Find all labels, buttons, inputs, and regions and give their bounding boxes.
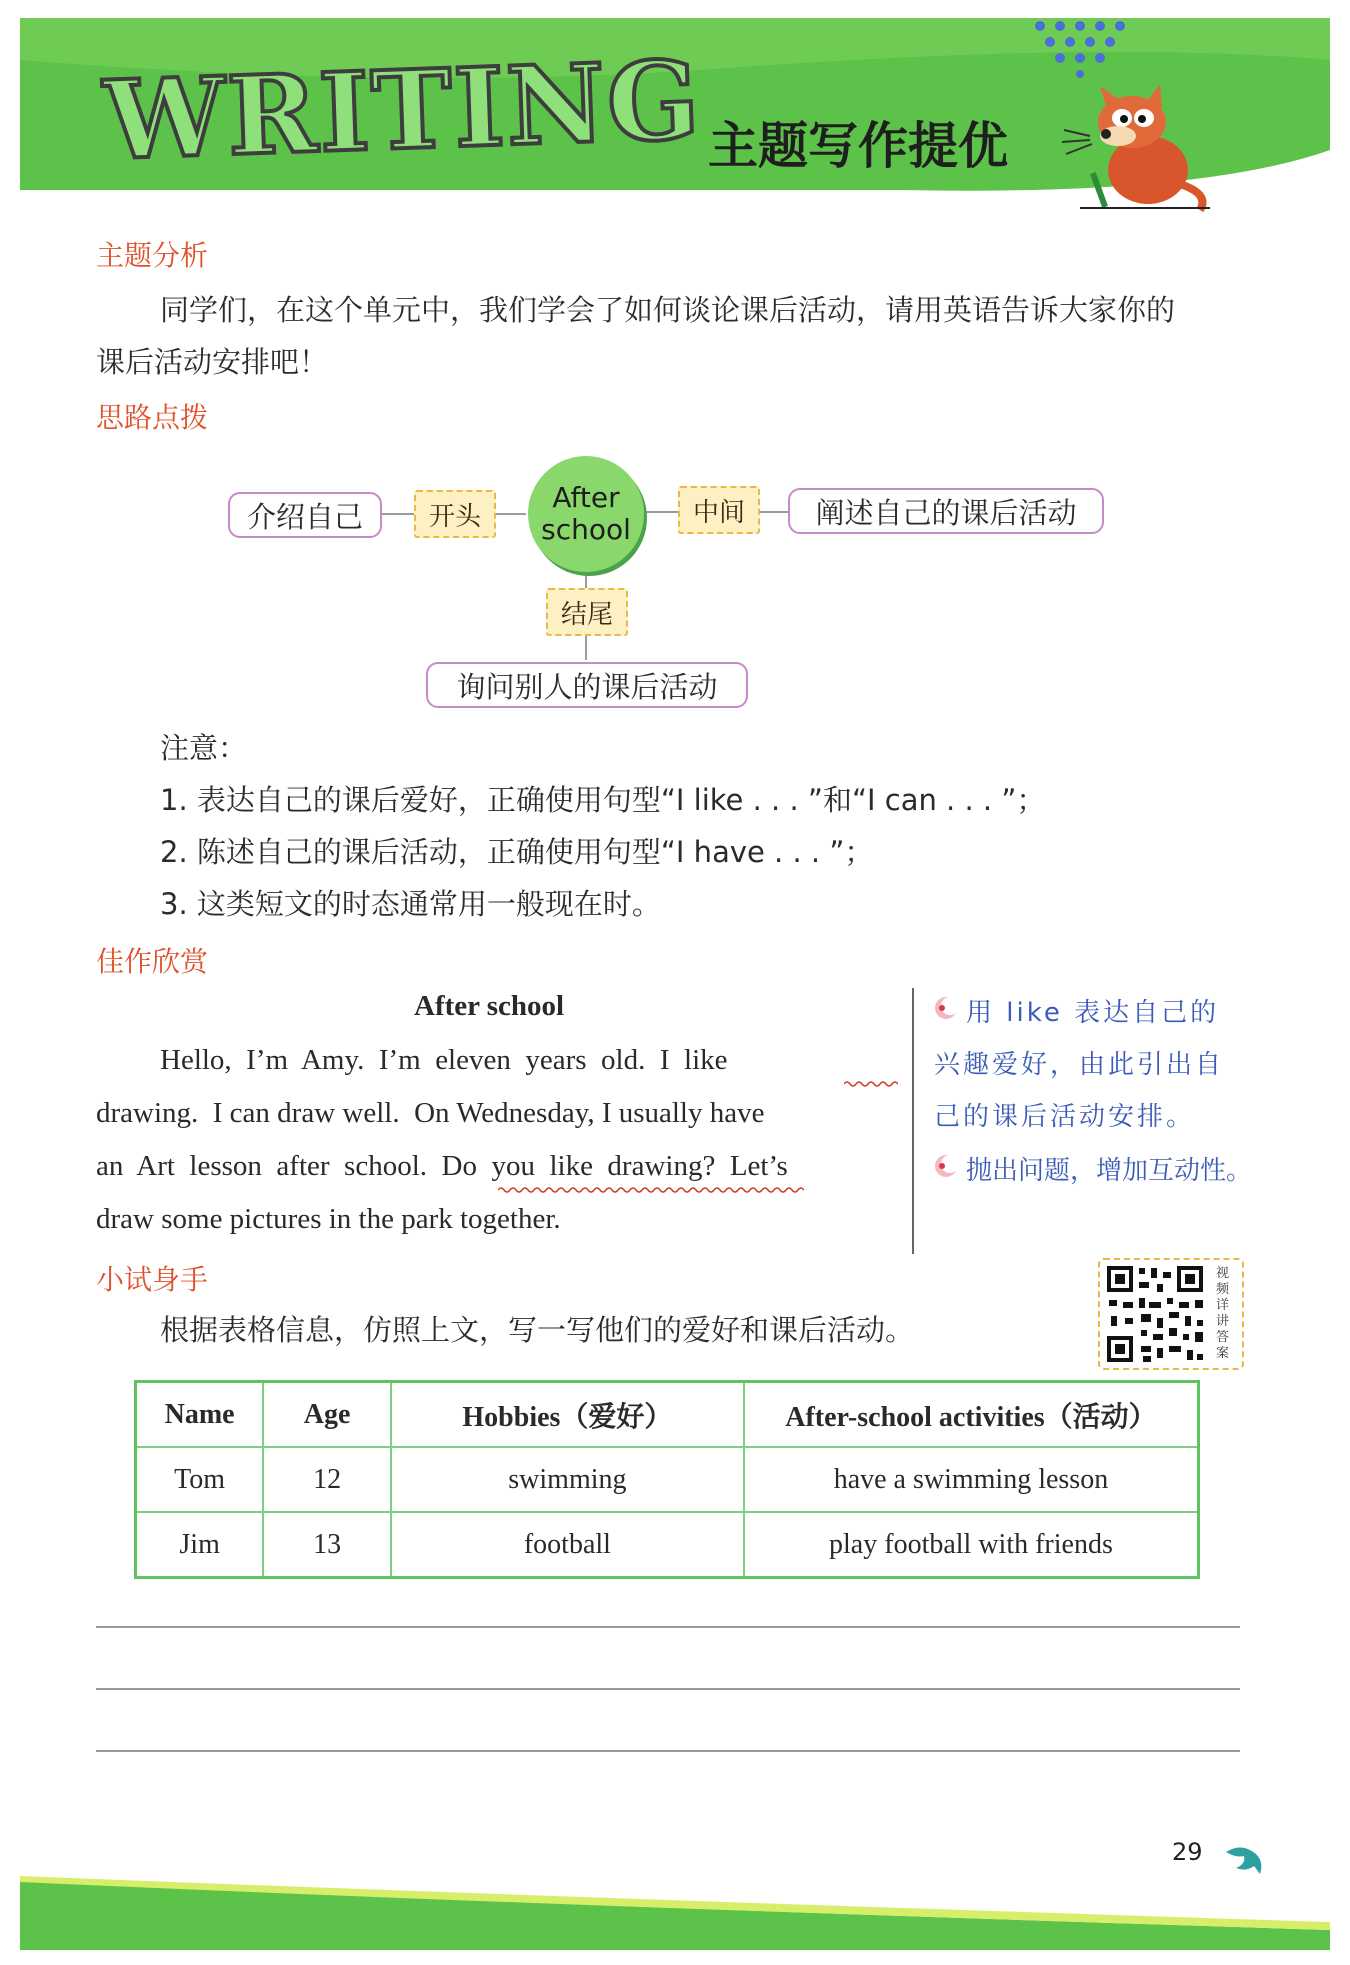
section-title-ideas: 思路点拨: [96, 401, 209, 434]
mindmap-tag-ending: 结尾: [546, 588, 628, 636]
table-row: [136, 1447, 1199, 1512]
practice-instruction: 根据表格信息，仿照上文，写一写他们的爱好和课后活动。: [160, 1313, 915, 1347]
table-header-cell: Age: [263, 1382, 391, 1448]
note-marker-1-icon: [932, 994, 960, 1022]
table-row: [136, 1512, 1199, 1578]
mindmap-node-intro: 介绍自己: [228, 492, 382, 538]
notes-item-2: 2. 陈述自己的课后活动，正确使用句型“I have . . . ”；: [160, 835, 874, 869]
info-table: [134, 1380, 1200, 1579]
table-header-row: [136, 1382, 1199, 1448]
table-header-cell: Name: [136, 1382, 264, 1448]
mindmap-node-activities: 阐述自己的课后活动: [788, 488, 1104, 534]
notes-item-3: 3. 这类短文的时态通常用一般现在时。: [160, 887, 661, 921]
table-cell: swimming: [391, 1447, 744, 1512]
mindmap-center: [528, 456, 644, 572]
notes-item-1: 1. 表达自己的课后爱好，正确使用句型“I like . . . ”和“I can . . . ”；: [160, 783, 1046, 817]
essay-title: After school: [414, 990, 565, 1022]
mindmap-tag-opening: 开头: [414, 490, 496, 538]
essay-line-1: Hello, I’m Amy. I’m eleven years old. I like: [160, 1044, 728, 1076]
writing-line[interactable]: [96, 1626, 1240, 1628]
analysis-text-line1: 同学们，在这个单元中，我们学会了如何谈论课后活动，请用英语告诉大家你的: [160, 293, 1176, 327]
writing-line[interactable]: [96, 1688, 1240, 1690]
mindmap-tag-middle: 中间: [678, 486, 760, 534]
table-cell: Jim: [136, 1512, 264, 1578]
dot-pattern: [1030, 20, 1140, 80]
table-header-cell: Hobbies（爱好）: [391, 1382, 744, 1448]
table-cell: have a swimming lesson: [744, 1447, 1199, 1512]
note-marker-2-icon: [932, 1152, 960, 1180]
writing-line[interactable]: [96, 1750, 1240, 1752]
notes-title: 注意：: [160, 731, 248, 765]
table-cell: 13: [263, 1512, 391, 1578]
essay-side-divider: [912, 988, 914, 1254]
wavy-underline-like: [844, 1080, 898, 1088]
essay-line-4: draw some pictures in the park together.: [96, 1203, 561, 1235]
banner-word: WRITING: [101, 37, 704, 185]
qr-code-box[interactable]: [1098, 1258, 1244, 1370]
side-note-2: 抛出问题，增加互动性。: [966, 1156, 1253, 1186]
analysis-text-line2: 课后活动安排吧！: [96, 345, 329, 379]
section-title-appreciation: 佳作欣赏: [96, 945, 209, 978]
cat-mascot-illustration: [1060, 84, 1220, 214]
table-cell: play football with friends: [744, 1512, 1199, 1578]
essay-line-2: drawing. I can draw well. On Wednesday, I usually have: [96, 1097, 765, 1129]
table-cell: Tom: [136, 1447, 264, 1512]
footer-wave: [0, 1870, 1350, 1961]
mindmap-node-ask-others: 询问别人的课后活动: [426, 662, 748, 708]
essay-line-3: an Art lesson after school. Do you like drawing? Let’s: [96, 1150, 788, 1182]
side-note-1-line3: 己的课后活动安排。: [934, 1102, 1196, 1132]
wavy-underline-question: [498, 1186, 804, 1194]
side-note-1-line1: 用 like 表达自己的: [966, 998, 1220, 1028]
table-cell: 12: [263, 1447, 391, 1512]
section-title-analysis: 主题分析: [96, 239, 209, 272]
section-title-practice: 小试身手: [96, 1263, 209, 1296]
table-cell: football: [391, 1512, 744, 1578]
qr-code-label: 视频详讲答案: [1216, 1266, 1230, 1361]
mindmap-center-line1: After: [552, 481, 620, 514]
page-number: 29: [1172, 1838, 1203, 1866]
table-header-cell: After-school activities（活动）: [744, 1382, 1199, 1448]
page-subtitle: 主题写作提优: [708, 117, 1008, 175]
side-note-1-line2: 兴趣爱好，由此引出自: [934, 1050, 1225, 1080]
qr-code-icon: [1103, 1262, 1215, 1366]
mindmap-center-line2: school: [541, 513, 631, 546]
